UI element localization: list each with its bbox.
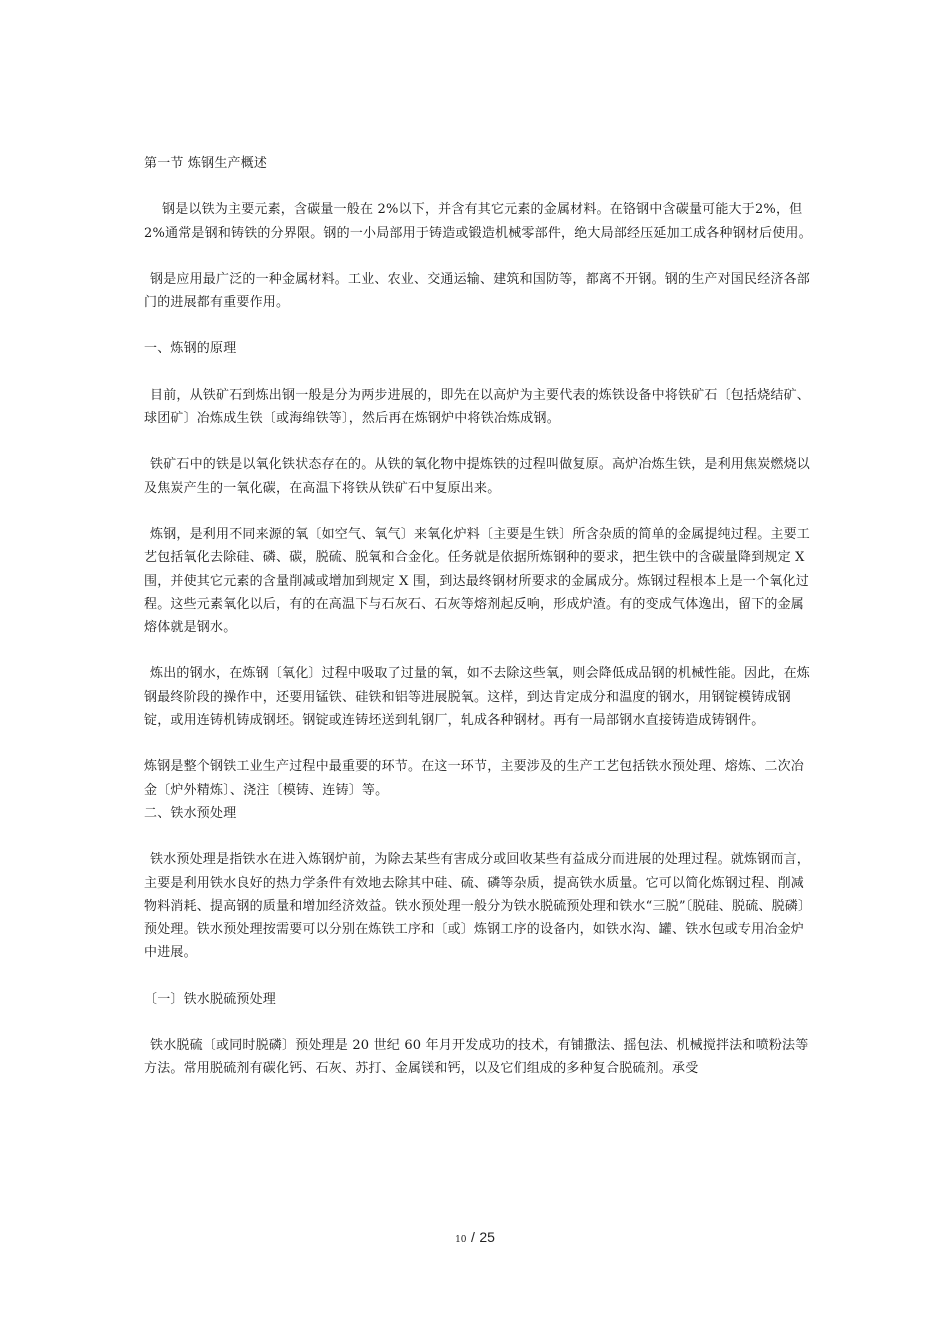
heading-desulfurization: 〔一〕铁水脱硫预处理 <box>144 991 277 1007</box>
total-pages: 25 <box>479 1229 495 1245</box>
paragraph-pretreatment-definition: 铁水预处理是指铁水在进入炼钢炉前，为除去某些有害成分或回收某些有益成分而进展的处理过程。就炼钢而言，主要是利用铁水良好的热力学条件有效地去除其中硅、硫、磷等杂质，提高铁水质量。它可以简化炼钢过程、削减物料消耗、提高钢的质量和增加经济效益。铁水预处理一般分为铁水脱硫预处理和铁水“三脱”〔脱硅、脱硫、脱磷〕预处理。铁水预处理按需要可以分别在炼铁工序和〔或〕炼钢工序的设备内，如铁水沟、罐、铁水包或专用冶金炉中进展。 <box>144 852 812 961</box>
heading-steelmaking-principle: 一、炼钢的原理 <box>144 341 237 357</box>
paragraph-steel-application: 钢是应用最广泛的一种金属材料。工业、农业、交通运输、建筑和国防等，都离不开钢。钢的生产对国民经济各部门的进展都有重要作用。 <box>144 271 811 311</box>
paragraph-reduction: 铁矿石中的铁是以氧化铁状态存在的。从铁的氧化物中提炼铁的过程叫做复原。高炉冶炼生铁，是利用焦炭燃烧以及焦炭产生的一氧化碳，在高温下将铁从铁矿石中复原出来。 <box>144 457 811 496</box>
paragraph-desulfurization-methods: 铁水脱硫〔或同时脱磷〕预处理是 20 世纪 60 年月开发成功的技术，有铺撒法、摇包法、机械搅拌法和喷粉法等方法。常用脱硫剂有碳化钙、石灰、苏打、金属镁和钙，以及它们组成的多种复合脱硫剂。承受 <box>144 1038 809 1077</box>
current-page-number: 10 <box>455 1235 467 1245</box>
paragraph-key-link: 炼钢是整个钢铁工业生产过程中最重要的环节。在这一环节，主要涉及的生产工艺包括铁水预处理、熔炼、二次冶金〔炉外精炼〕、浇注〔模铸、连铸〕等。 <box>144 759 805 798</box>
section-title: 第一节 炼钢生产概述 <box>144 156 268 171</box>
page-number <box>0 1229 950 1246</box>
paragraph-two-step-process: 目前，从铁矿石到炼出钢一般是分为两步进展的，即先在以高炉为主要代表的炼铁设备中将铁矿石〔包括烧结矿、球团矿〕冶炼成生铁〔或海绵铁等〕，然后再在炼钢炉中将铁冶炼成钢。 <box>144 387 811 427</box>
page-separator: / <box>470 1229 475 1245</box>
heading-hot-metal-pretreatment: 二、铁水预处理 <box>144 805 237 821</box>
paragraph-deoxidation: 炼出的钢水，在炼钢〔氧化〕过程中吸取了过量的氧，如不去除这些氧，则会降低成品钢的机械性能。因此，在炼钢最终阶段的操作中，还要用锰铁、硅铁和铝等进展脱氧。这样，到达肯定成分和温度的钢水，用钢锭模铸成钢锭，或用连铸机铸成钢坯。钢锭或连铸坯送到轧钢厂，轧成各种钢材。再有一局部钢水直接铸造成铸钢件。 <box>144 666 811 729</box>
paragraph-oxidation-process: 炼钢，是利用不同来源的氧〔如空气、氧气〕来氧化炉料〔主要是生铁〕所含杂质的简单的金属提纯过程。主要工艺包括氧化去除硅、磷、碳，脱硫、脱氧和合金化。任务就是依据所炼钢种的要求，把生铁中的含碳量降到规定 X 围，并使其它元素的含量削减或增加到规定 X 围，到达最终钢材所要求的金属成分。炼钢过程根本上是一个氧化过程。这些元素氧化以后，有的在高温下与石灰石、石灰等熔剂起反响，形成炉渣。有的变成气体逸出，留下的金属熔体就是钢水。 <box>144 526 811 636</box>
paragraph-steel-definition: 钢是以铁为主要元素，含碳量一般在 2%以下，并含有其它元素的金属材料。在铬钢中含碳量可能大于2%，但 2%通常是钢和铸铁的分界限。钢的一小局部用于铸造或锻造机械零部件，绝大局部经压延加工成各种钢材后使用。 <box>144 202 812 241</box>
document-body <box>144 152 814 1081</box>
